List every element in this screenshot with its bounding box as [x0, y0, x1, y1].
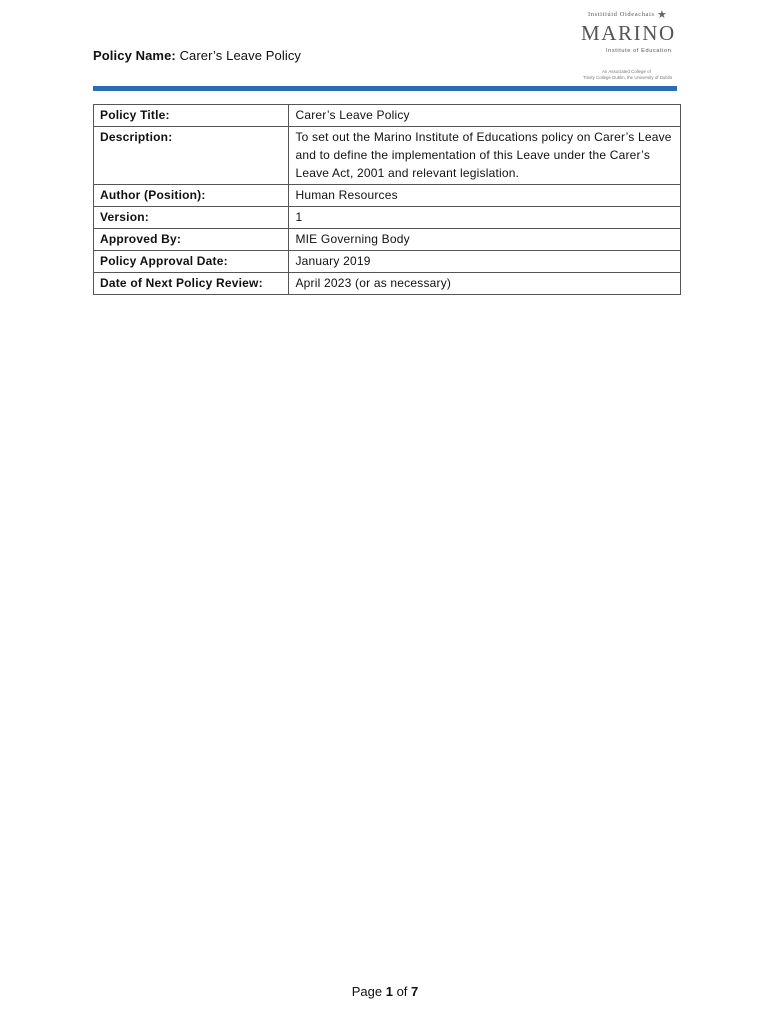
row-value: To set out the Marino Institute of Educations policy on Carer’s Leave and to define the implementation of this Leave under the Carer’s Leave Act, 2001 and relevant legislation.: [289, 127, 681, 185]
row-value: Carer’s Leave Policy: [289, 105, 681, 127]
page-number-footer: [0, 984, 770, 999]
row-value: 1: [289, 207, 681, 229]
row-key: Author (Position):: [94, 185, 289, 207]
page-current: 1: [385, 984, 393, 999]
row-value: April 2023 (or as necessary): [289, 273, 681, 295]
logo-name: MARINO: [581, 21, 676, 45]
policy-metadata-table: [93, 104, 681, 295]
logo-assoc-line2: Trinity College Dublin, the University of Dublin: [583, 75, 673, 80]
row-key: Description:: [94, 127, 289, 185]
table-row: [94, 207, 681, 229]
table-row: [94, 251, 681, 273]
table-row: [94, 229, 681, 251]
policy-name-header: [93, 48, 301, 63]
row-value: Human Resources: [289, 185, 681, 207]
row-value: MIE Governing Body: [289, 229, 681, 251]
logo-subtitle: Institute of Education: [606, 48, 672, 54]
logo-assoc-line1: An Associated College of: [602, 69, 651, 74]
row-key: Approved By:: [94, 229, 289, 251]
table-row: [94, 127, 681, 185]
page-total: 7: [411, 984, 419, 999]
page-word: Page: [351, 984, 383, 999]
marino-logo: [580, 8, 680, 86]
header-divider: [93, 86, 677, 91]
row-key: Date of Next Policy Review:: [94, 273, 289, 295]
table-row: [94, 273, 681, 295]
row-key: Version:: [94, 207, 289, 229]
row-key: Policy Title:: [94, 105, 289, 127]
logo-irish-name: Institiúid Oideachais: [588, 11, 655, 18]
policy-name-value: Carer’s Leave Policy: [179, 48, 302, 63]
table-row: [94, 185, 681, 207]
star-icon: ★: [657, 9, 667, 21]
of-word: of: [396, 984, 408, 999]
row-key: Policy Approval Date:: [94, 251, 289, 273]
row-value: January 2019: [289, 251, 681, 273]
table-row: [94, 105, 681, 127]
policy-name-label: Policy Name:: [93, 48, 176, 63]
